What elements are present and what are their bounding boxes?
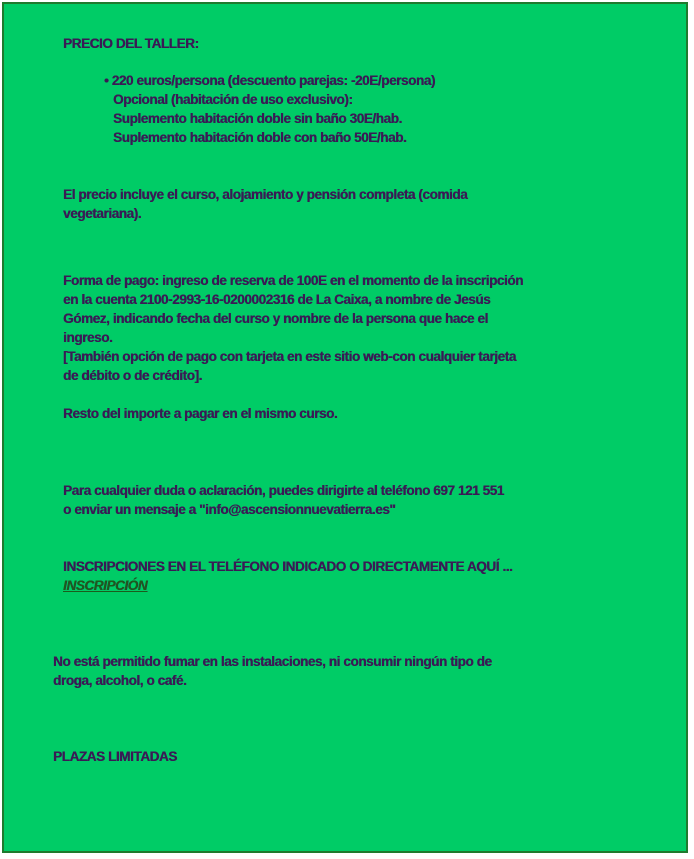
rules-line-1: No está permitido fumar en las instalaciones, ni consumir ningún tipo de	[53, 654, 492, 669]
bullet-marker: •	[104, 73, 109, 88]
option-room-with-bath: Suplemento habitación doble con baño 50E/hab.	[113, 130, 407, 145]
rules-line-2: droga, alcohol, o café.	[53, 673, 187, 688]
option-single-room: Suplemento habitación doble sin baño 30E/hab.	[113, 111, 402, 126]
contact-line-1: Para cualquier duda o aclaración, puedes dirigirte al teléfono 697 121 551	[63, 483, 504, 498]
price-bullet-text: 220 euros/persona (descuento parejas: -20E/persona)	[111, 73, 435, 88]
contact-line-2: o enviar un mensaje a "info@ascensionnuevatierra.es"	[63, 502, 396, 517]
price-bullet	[104, 71, 435, 90]
payment-line-6: de débito o de crédito].	[63, 368, 202, 383]
payment-line-1: Forma de pago: ingreso de reserva de 100E en el momento de la inscripción	[63, 273, 523, 288]
limited-places: PLAZAS LIMITADAS	[53, 749, 177, 764]
includes-line-1: El precio incluye el curso, alojamiento y pensión completa (comida	[63, 187, 468, 202]
payment-line-2: en la cuenta 2100-2993-16-0200002316 de La Caixa, a nombre de Jesús	[63, 292, 491, 307]
payment-line-3: Gómez, indicando fecha del curso y nombre de la persona que hace el	[63, 311, 488, 326]
price-heading: PRECIO DEL TALLER:	[63, 36, 199, 51]
options-heading: Opcional (habitación de uso exclusivo):	[113, 92, 353, 107]
remainder-text: Resto del importe a pagar en el mismo curso.	[63, 406, 338, 421]
registration-link[interactable]: INSCRIPCIÓN	[63, 578, 148, 593]
registration-text: INSCRIPCIONES EN EL TELÉFONO INDICADO O DIRECTAMENTE AQUÍ ...	[63, 559, 513, 574]
payment-line-5: [También opción de pago con tarjeta en este sitio web-con cualquier tarjeta	[63, 349, 516, 364]
includes-line-2: vegetariana).	[63, 206, 142, 221]
payment-line-4: ingreso.	[63, 330, 113, 345]
